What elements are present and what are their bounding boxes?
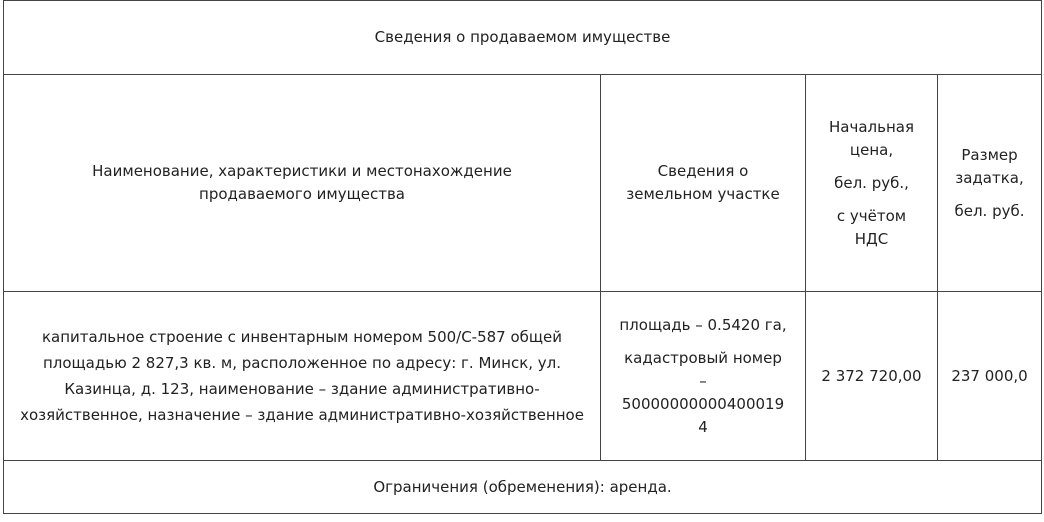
deposit-cell: 237 000,0 <box>938 292 1042 461</box>
column-header-name-text: Наименование, характеристики и местонахождение продаваемого имущества <box>92 162 512 203</box>
column-header-deposit <box>938 75 1042 292</box>
land-info-cell <box>601 292 806 461</box>
column-header-price-line3: с учётом НДС <box>836 206 907 248</box>
column-header-name <box>4 75 601 292</box>
land-area: площадь – 0.5420 га, <box>619 315 787 334</box>
table-row <box>4 292 1042 461</box>
property-description-cell <box>4 292 601 461</box>
table-title: Сведения о продаваемом имуществе <box>4 1 1042 75</box>
column-header-deposit-line2: бел. руб. <box>954 201 1025 220</box>
column-header-price-line1: Начальная цена, <box>829 117 914 159</box>
column-header-land <box>601 75 806 292</box>
table-header-row <box>4 75 1042 292</box>
column-header-deposit-line1: Размер задатка, <box>955 145 1024 187</box>
price-cell: 2 372 720,00 <box>806 292 938 461</box>
property-info-table <box>3 0 1042 514</box>
restrictions-text: Ограничения (обременения): аренда. <box>4 461 1042 514</box>
table-title-row <box>4 1 1042 75</box>
column-header-price <box>806 75 938 292</box>
column-header-price-line2: бел. руб., <box>834 173 909 192</box>
restrictions-row <box>4 461 1042 514</box>
column-header-land-text: Сведения о земельном участке <box>626 162 780 203</box>
land-cadastral-number: кадастровый номер – 500000000004000194 <box>621 348 785 436</box>
property-description: капитальное строение с инвентарным номером 500/С-587 общей площадью 2 827,3 кв. м, расположенное по адресу: г. Минск, ул. Казинца, д. 123, наименование – здание административно-хозяйственное, назначение – здание административно-хозяйственное <box>20 328 584 424</box>
